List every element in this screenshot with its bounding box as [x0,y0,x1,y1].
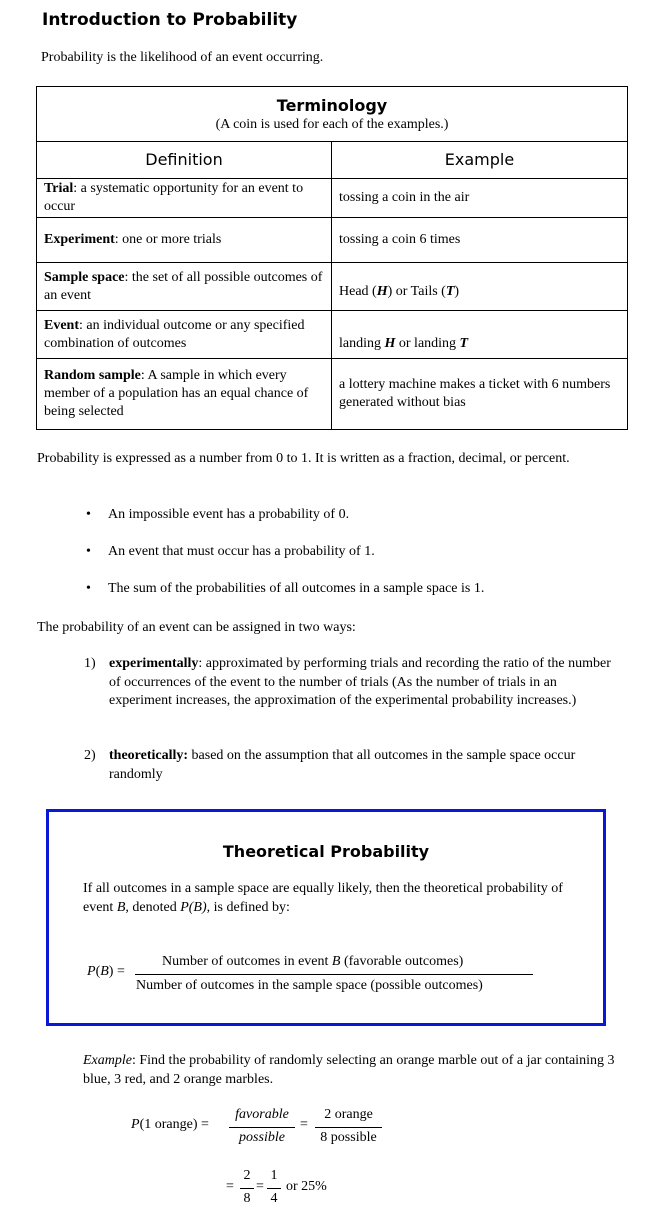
fraction-denominator: possible [239,1130,285,1145]
table-row [37,311,628,359]
term-definition: : A sample in which every member of a population has an equal chance of being selected [44,368,309,419]
table-row [37,218,628,263]
col-definition: Definition [37,142,332,179]
two-ways-text: The probability of an event can be assigned in two ways: [37,620,356,635]
table-row [37,359,628,430]
bullet-icon: • [86,544,91,559]
intro-text: Probability is the likelihood of an event occurring. [41,50,324,65]
example-lhs: P(1 orange) = [131,1117,209,1132]
term-definition: : the set of all possible outcomes of an event [44,269,323,303]
expressed-text: Probability is expressed as a number from 0 to 1. It is written as a fraction, decimal, or percent. [37,451,570,466]
fraction-bar [229,1127,295,1128]
box-definition: If all outcomes in a sample space are equally likely, then the theoretical probability of event B, denoted P(B), is defined by: [83,881,563,915]
term-definition: : an individual outcome or any specified combination of outcomes [44,317,305,351]
example-cell: tossing a coin 6 times [332,218,628,263]
list-item: 1) experimentally: approximated by performing trials and recording the ratio of the number of occurrences of the event to the number of trials (As the number of trials in an experiment increases, the approximation of the experimental probability increases.) [84,656,611,708]
example-cell: tossing a coin in the air [332,179,628,218]
term-definition: : a systematic opportunity for an event to occur [44,181,304,214]
fraction-numerator: favorable [235,1107,289,1122]
fraction-bar [315,1127,382,1128]
equals-sign: = [256,1179,264,1194]
definition-cell [37,311,332,359]
formula-numerator: Number of outcomes in event B (favorable outcomes) [162,954,464,969]
caption-title: Terminology [276,95,388,115]
box-title: Theoretical Probability [222,842,430,861]
term-name: Event [44,317,79,333]
caption-subtitle: (A coin is used for each of the examples.) [215,116,449,132]
equals-sign: = [300,1117,308,1132]
col-example: Example [332,142,628,179]
definition-cell [37,179,332,218]
way-term: experimentally [109,656,199,671]
fraction-denominator: 4 [270,1191,278,1206]
bullet-icon: • [86,507,91,522]
item-number: 2) [84,748,96,763]
theoretical-probability-box [46,809,606,1026]
way-term: theoretically: [109,748,189,763]
table-row [37,179,628,218]
table-caption [37,87,628,142]
formula-lhs: P(B) = [87,964,125,979]
example-cell: landing H or landing T [332,311,628,359]
item-number: 1) [84,656,96,671]
term-name: Sample space [44,269,125,285]
fraction-numerator: 1 [270,1168,278,1183]
percent-text: or 25% [286,1179,327,1194]
page-title: Introduction to Probability [42,10,298,30]
list-item: 2) theoretically: based on the assumption that all outcomes in the sample space occur randomly [84,748,576,782]
example-cell: Head (H) or Tails (T) [332,263,628,311]
definition-cell [37,359,332,430]
equals-sign: = [226,1179,234,1194]
fraction-bar [135,974,533,975]
term-name: Trial [44,181,74,196]
terminology-table [36,86,628,430]
definition-cell [37,218,332,263]
fraction-bar [240,1188,254,1189]
table-row [37,263,628,311]
example-text: Example: Find the probability of randomly selecting an orange marble out of a jar containing 3 blue, 3 red, and 2 orange marbles. [83,1053,615,1087]
fraction-denominator: 8 [243,1191,251,1206]
formula-denominator: Number of outcomes in the sample space (possible outcomes) [136,978,483,993]
term-name: Random sample [44,368,141,383]
example-cell: a lottery machine makes a ticket with 6 numbers generated without bias [332,359,628,430]
fraction-bar [267,1188,281,1189]
fraction-numerator: 2 [243,1168,251,1183]
definition-cell [37,263,332,311]
bullet-icon: • [86,581,91,596]
term-definition: : one or more trials [114,232,222,247]
fraction-denominator: 8 possible [320,1130,377,1145]
fraction-numerator: 2 orange [324,1107,373,1122]
term-name: Experiment [44,232,115,247]
